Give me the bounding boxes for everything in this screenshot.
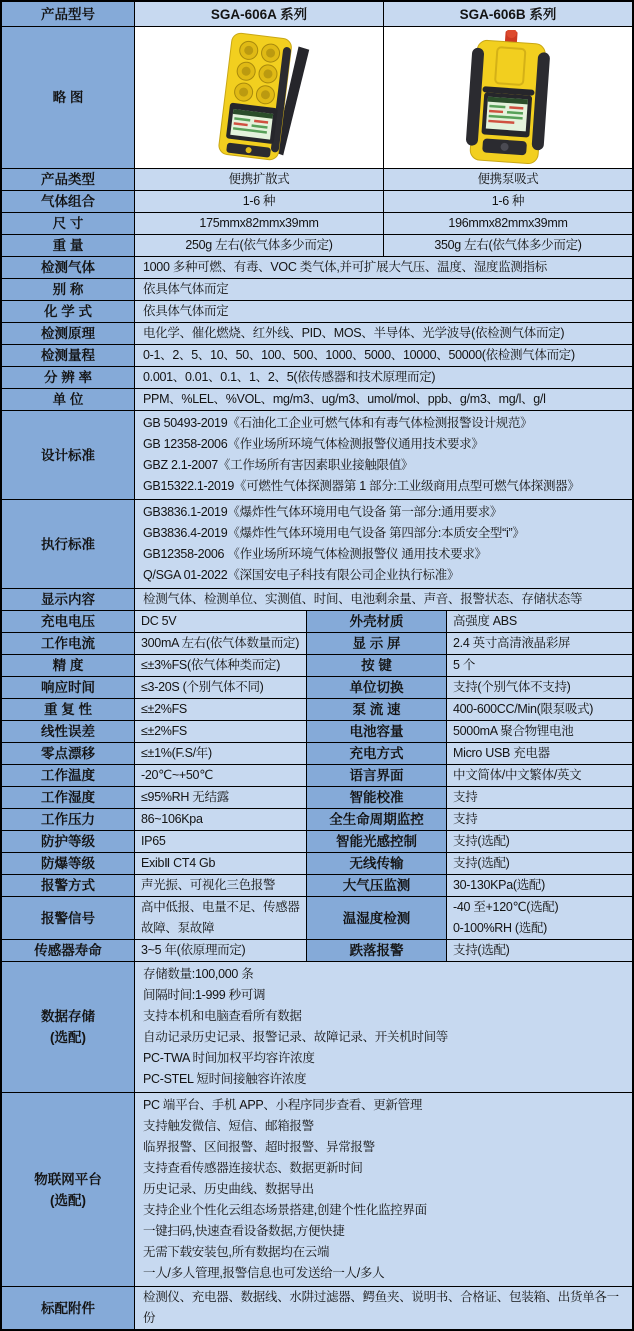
smart-calibration-value: 支持 (447, 787, 632, 808)
wireless-value: 支持(选配) (447, 853, 632, 874)
series-a-title: SGA-606A 系列 (135, 2, 384, 26)
battery-capacity-label: 电池容量 (307, 721, 447, 742)
data-storage-label-line: (选配) (50, 1030, 86, 1045)
alarm-mode-value: 声光振、可视化三色报警 (135, 875, 307, 896)
weight-a: 250g 左右(依气体多少而定) (135, 235, 384, 256)
iot-platform-line: 临界报警、区间报警、超时报警、异常报警 (143, 1140, 375, 1154)
battery-capacity-value: 5000mA 聚合物锂电池 (447, 721, 632, 742)
iot-platform-line: 历史记录、历史曲线、数据导出 (143, 1182, 314, 1196)
weight-b: 350g 左右(依气体多少而定) (384, 235, 632, 256)
data-storage-line: PC-STEL 短时间接触容许浓度 (143, 1072, 307, 1086)
linearity-error-value: ≤±2%FS (135, 721, 307, 742)
shell-material-label: 外壳材质 (307, 611, 447, 632)
screen-value: 2.4 英寸高清液晶彩屏 (447, 633, 632, 654)
row-principle (2, 323, 632, 345)
screen-label: 显 示 屏 (307, 633, 447, 654)
alias-label: 别 称 (2, 279, 135, 300)
data-storage-value (135, 962, 632, 1092)
pressure-monitor-value: 30-130KPa(选配) (447, 875, 632, 896)
display-content-value: 检测气体、检测单位、实测值、时间、电池剩余量、声音、报警状态、存储状态等 (135, 589, 632, 610)
alarm-signal-label: 报警信号 (2, 897, 135, 939)
row-working-temperature (2, 765, 632, 787)
alarm-signal-value: 高中低报、电量不足、传感器故障、泵故障 (135, 897, 307, 939)
range-value: 0-1、2、5、10、50、100、500、1000、5000、10000、50000(依检测气体而定) (135, 345, 632, 366)
data-storage-line: 存储数量:100,000 条 (143, 967, 254, 981)
iot-platform-line: PC 端平台、手机 APP、小程序同步查看、更新管理 (143, 1098, 423, 1112)
row-range (2, 345, 632, 367)
zero-drift-label: 零点漂移 (2, 743, 135, 764)
series-b-title: SGA-606B 系列 (384, 2, 632, 26)
working-current-value: 300mA 左右(依气体数量而定) (135, 633, 307, 654)
working-humidity-label: 工作湿度 (2, 787, 135, 808)
row-size (2, 213, 632, 235)
gas-combo-b: 1-6 种 (384, 191, 632, 212)
row-working-current (2, 633, 632, 655)
formula-label: 化 学 式 (2, 301, 135, 322)
range-label: 检测量程 (2, 345, 135, 366)
product-type-b: 便携泵吸式 (384, 169, 632, 190)
unit-label: 单 位 (2, 389, 135, 410)
iot-platform-line: 支持查看传感器连接状态、数据更新时间 (143, 1161, 363, 1175)
design-standard-line: GB 12358-2006《作业场所环境气体检测报警仪通用技术要求》 (143, 437, 484, 451)
iot-platform-line: 支持企业个性化云组态场景搭建,创建个性化监控界面 (143, 1203, 427, 1217)
row-accessories (2, 1287, 632, 1329)
language-value: 中文简体/中文繁体/英文 (447, 765, 632, 786)
row-iot-platform (2, 1093, 632, 1287)
iot-platform-line: 一人/多人管理,报警信息也可发送给一人/多人 (143, 1266, 385, 1280)
row-weight (2, 235, 632, 257)
row-repeatability (2, 699, 632, 721)
resolution-label: 分 辨 率 (2, 367, 135, 388)
product-type-a: 便携扩散式 (135, 169, 384, 190)
sensor-life-value: 3~5 年(依原理而定) (135, 940, 307, 961)
protection-rating-label: 防护等级 (2, 831, 135, 852)
data-storage-line: PC-TWA 时间加权平均容许浓度 (143, 1051, 315, 1065)
lifecycle-monitor-value: 支持 (447, 809, 632, 830)
row-detect-gas (2, 257, 632, 279)
lifecycle-monitor-label: 全生命周期监控 (307, 809, 447, 830)
row-working-pressure (2, 809, 632, 831)
data-storage-label-line: 数据存储 (41, 1009, 95, 1024)
row-data-storage (2, 962, 632, 1093)
language-label: 语言界面 (307, 765, 447, 786)
explosion-proof-label: 防爆等级 (2, 853, 135, 874)
row-alias (2, 279, 632, 301)
charging-method-label: 充电方式 (307, 743, 447, 764)
temp-humidity-value (447, 897, 632, 939)
response-time-value: ≤3-20S (个别气体不同) (135, 677, 307, 698)
drop-alarm-label: 跌落报警 (307, 940, 447, 961)
row-sensor-life (2, 940, 632, 962)
pump-rate-value: 400-600CC/Min(限泵吸式) (447, 699, 632, 720)
data-storage-line: 支持本机和电脑查看所有数据 (143, 1009, 302, 1023)
temp-humidity-line: 0-100%RH (选配) (453, 921, 548, 935)
row-alarm-mode (2, 875, 632, 897)
temp-humidity-label: 温湿度检测 (307, 897, 447, 939)
detect-gas-label: 检测气体 (2, 257, 135, 278)
row-resolution (2, 367, 632, 389)
design-standards-label: 设计标准 (2, 411, 135, 499)
pressure-monitor-label: 大气压监测 (307, 875, 447, 896)
light-sensor-value: 支持(选配) (447, 831, 632, 852)
linearity-error-label: 线性误差 (2, 721, 135, 742)
working-pressure-label: 工作压力 (2, 809, 135, 830)
detect-gas-value: 1000 多种可燃、有毒、VOC 类气体,并可扩展大气压、温度、湿度监测指标 (135, 257, 632, 278)
row-charge-voltage (2, 611, 632, 633)
unit-switch-value: 支持(个别气体不支持) (447, 677, 632, 698)
row-response-time (2, 677, 632, 699)
zero-drift-value: ≤±1%(F.S/年) (135, 743, 307, 764)
header-row (2, 2, 632, 27)
row-linearity-error (2, 721, 632, 743)
row-unit (2, 389, 632, 411)
gas-combo-label: 气体组合 (2, 191, 135, 212)
exec-standard-line: GB3836.1-2019《爆炸性气体环境用电气设备 第一部分:通用要求》 (143, 505, 503, 519)
protection-rating-value: IP65 (135, 831, 307, 852)
product-model-label: 产品型号 (2, 2, 135, 26)
pump-rate-label: 泵 流 速 (307, 699, 447, 720)
alarm-mode-label: 报警方式 (2, 875, 135, 896)
row-zero-drift (2, 743, 632, 765)
working-humidity-value: ≤95%RH 无结露 (135, 787, 307, 808)
device-a-cell (135, 27, 384, 168)
iot-platform-label-line: 物联网平台 (34, 1171, 102, 1187)
unit-switch-label: 单位切换 (307, 677, 447, 698)
repeatability-label: 重 复 性 (2, 699, 135, 720)
row-gas-combo (2, 191, 632, 213)
row-alarm-signal (2, 897, 632, 940)
size-b: 196mmx82mmx39mm (384, 213, 632, 234)
charging-method-value: Micro USB 充电器 (447, 743, 632, 764)
unit-value: PPM、%LEL、%VOL、mg/m3、ug/m3、umol/mol、ppb、g/m3、mg/l、g/l (135, 389, 632, 410)
exec-standards-label: 执行标准 (2, 500, 135, 588)
iot-platform-label (2, 1093, 135, 1286)
sketch-label: 略 图 (2, 27, 135, 168)
data-storage-line: 自动记录历史记录、报警记录、故障记录、开关机时间等 (143, 1030, 449, 1044)
weight-label: 重 量 (2, 235, 135, 256)
design-standards-value (135, 411, 632, 499)
device-b-image (408, 30, 608, 166)
accuracy-value: ≤±3%FS(依气体种类而定) (135, 655, 307, 676)
iot-platform-line: 支持触发微信、短信、邮箱报警 (143, 1119, 314, 1133)
accessories-label: 标配附件 (2, 1287, 135, 1329)
formula-value: 依具体气体而定 (135, 301, 632, 322)
smart-calibration-label: 智能校准 (307, 787, 447, 808)
temp-humidity-line: -40 至+120℃(选配) (453, 900, 559, 914)
buttons-value: 5 个 (447, 655, 632, 676)
working-pressure-value: 86~106Kpa (135, 809, 307, 830)
accuracy-label: 精 度 (2, 655, 135, 676)
design-standard-line: GB 50493-2019《石油化工企业可燃气体和有毒气体检测报警设计规范》 (143, 416, 533, 430)
repeatability-value: ≤±2%FS (135, 699, 307, 720)
accessories-value: 检测仪、充电器、数据线、水阱过滤器、鳄鱼夹、说明书、合格证、包装箱、出货单各一份 (135, 1287, 632, 1329)
row-design-standards (2, 411, 632, 500)
row-working-humidity (2, 787, 632, 809)
exec-standards-value (135, 500, 632, 588)
iot-platform-line: 一键扫码,快速查看设备数据,方便快捷 (143, 1224, 345, 1238)
resolution-value: 0.001、0.01、0.1、1、2、5(依传感器和技术原理而定) (135, 367, 632, 388)
exec-standard-line: GB12358-2006 《作业场所环境气体检测报警仪 通用技术要求》 (143, 547, 487, 561)
row-product-type (2, 169, 632, 191)
size-a: 175mmx82mmx39mm (135, 213, 384, 234)
wireless-label: 无线传输 (307, 853, 447, 874)
sketch-row (2, 27, 632, 169)
explosion-proof-value: ExibⅡ CT4 Gb (135, 853, 307, 874)
working-current-label: 工作电流 (2, 633, 135, 654)
shell-material-value: 高强度 ABS (447, 611, 632, 632)
exec-standard-line: GB3836.4-2019《爆炸性气体环境用电气设备 第四部分:本质安全型“i”》 (143, 526, 525, 540)
row-protection-rating (2, 831, 632, 853)
design-standard-line: GB15322.1-2019《可燃性气体探测器第 1 部分:工业级商用点型可燃气体探测器》 (143, 479, 580, 493)
row-formula (2, 301, 632, 323)
charge-voltage-value: DC 5V (135, 611, 307, 632)
row-explosion-proof (2, 853, 632, 875)
data-storage-line: 间隔时间:1-999 秒可调 (143, 988, 266, 1002)
iot-platform-line: 无需下载安装包,所有数据均在云端 (143, 1245, 330, 1259)
alias-value: 依具体气体而定 (135, 279, 632, 300)
exec-standard-line: Q/SGA 01-2022《深国安电子科技有限公司企业执行标准》 (143, 568, 460, 582)
charge-voltage-label: 充电电压 (2, 611, 135, 632)
device-b-cell (384, 27, 632, 168)
working-temperature-value: -20℃~+50℃ (135, 765, 307, 786)
iot-platform-label-line: (选配) (50, 1192, 86, 1208)
product-type-label: 产品类型 (2, 169, 135, 190)
design-standard-line: GBZ 2.1-2007《工作场所有害因素职业接触限值》 (143, 458, 414, 472)
principle-label: 检测原理 (2, 323, 135, 344)
row-display-content (2, 589, 632, 611)
device-a-image (159, 30, 359, 166)
iot-platform-value (135, 1093, 632, 1286)
gas-combo-a: 1-6 种 (135, 191, 384, 212)
principle-value: 电化学、催化燃烧、红外线、PID、MOS、半导体、光学波导(依检测气体而定) (135, 323, 632, 344)
light-sensor-label: 智能光感控制 (307, 831, 447, 852)
row-accuracy (2, 655, 632, 677)
row-exec-standards (2, 500, 632, 589)
buttons-label: 按 键 (307, 655, 447, 676)
data-storage-label (2, 962, 135, 1092)
working-temperature-label: 工作温度 (2, 765, 135, 786)
response-time-label: 响应时间 (2, 677, 135, 698)
size-label: 尺 寸 (2, 213, 135, 234)
display-content-label: 显示内容 (2, 589, 135, 610)
drop-alarm-value: 支持(选配) (447, 940, 632, 961)
sensor-life-label: 传感器寿命 (2, 940, 135, 961)
